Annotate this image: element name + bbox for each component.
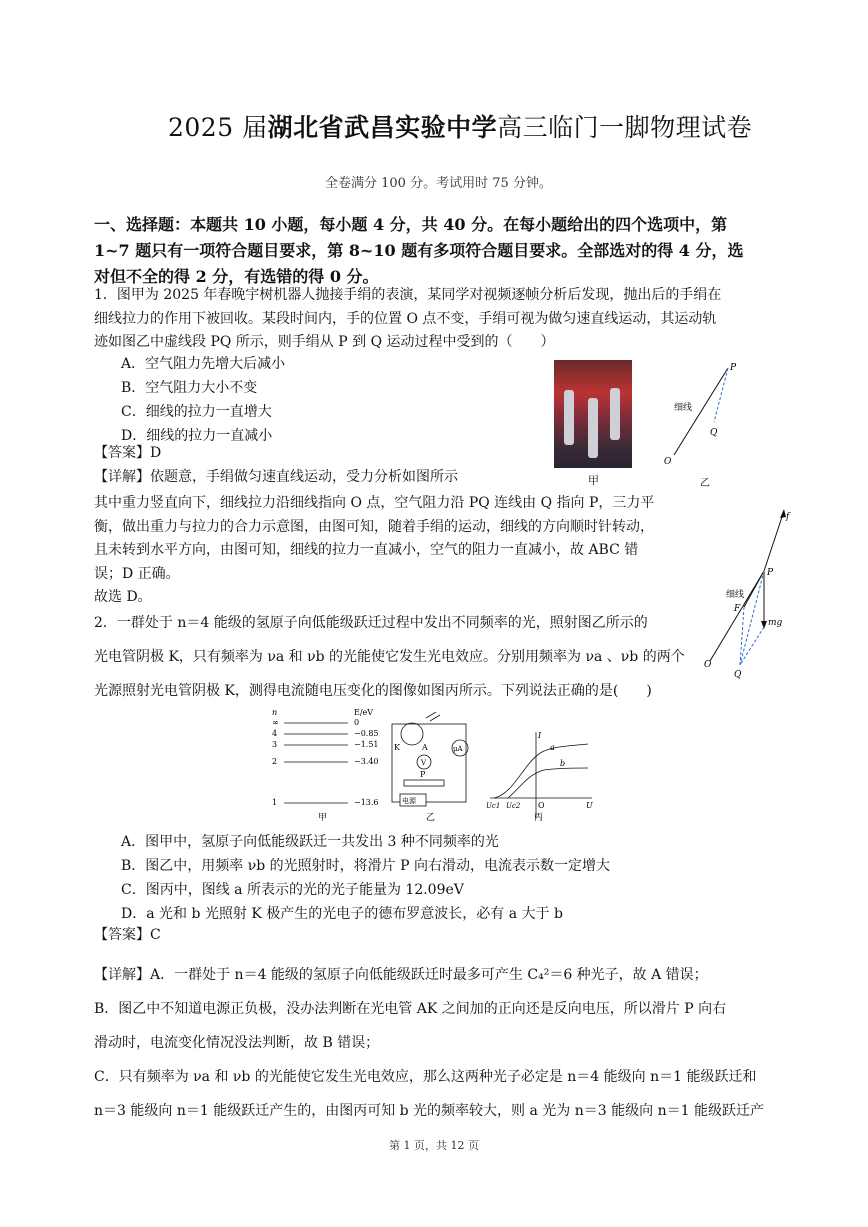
label-power: 电源	[402, 797, 416, 805]
label-uc2: Uc2	[506, 802, 521, 810]
level-e: −0.85	[354, 729, 379, 738]
force-diagram	[700, 505, 800, 685]
q1-stem-line: 1．图甲为 2025 年春晚宇树机器人抛接手绢的表演，某同学对视频逐帧分析后发现，抛出后的手绢在	[94, 287, 722, 303]
title-rest: 高三临门一脚物理试卷	[497, 113, 753, 142]
q1-stem	[94, 284, 721, 355]
label-p3: P	[420, 770, 426, 779]
label-o3: O	[538, 801, 545, 810]
q2-detail-line: C．只有频率为 νa 和 νb 的光能使它发生光电效应，那么这两种光子必定是 n＝4 能级向 n＝1 能级跃迁和	[94, 1069, 757, 1085]
label-a: A	[422, 743, 428, 752]
q1-detail-line: 其中重力竖直向下，细线拉力沿细线指向 O 点，空气阻力沿 PQ 连线由 Q 指向 P，三力平	[94, 495, 655, 511]
q2-detail-line: 【详解】A．一群处于 n＝4 能级的氢原子向低能级跃迁时最多可产生 C₄²＝6 种光子，故 A 错误；	[94, 967, 708, 983]
q1-detail-line: 误；D 正确。	[94, 565, 180, 582]
q1-answer: 【答案】D	[94, 445, 162, 461]
q1-option-a: A．空气阻力先增大后减小	[121, 356, 286, 372]
q1-detail-line: 且未转到水平方向，由图可知，细线的拉力一直减小，空气的阻力一直减小，故 ABC 错	[94, 542, 639, 558]
label-ua: μA	[453, 745, 463, 753]
label-i: I	[538, 731, 542, 740]
label-q: Q	[710, 428, 718, 438]
level-n: ∞	[272, 718, 279, 727]
section-line: 对但不全的得 2 分，有选错的得 0 分。	[94, 267, 379, 286]
q1-detail-line: 衡，做出重力与拉力的合力示意图，由图可知，随着手绢的运动，细线的方向顺时针转动，	[94, 518, 654, 535]
fig-label-yi: 乙	[700, 478, 710, 489]
section-heading	[94, 212, 784, 290]
level-n: 2	[272, 757, 278, 766]
title-year: 2025 届	[168, 113, 268, 142]
label-q2: Q	[734, 670, 742, 680]
label-p2: P	[767, 568, 774, 578]
q2-options	[121, 830, 610, 926]
level-n: 4	[272, 729, 278, 738]
q2-stem-line: 2．一群处于 n＝4 能级的氢原子向低能级跃迁过程中发出不同频率的光，照射图乙所示的	[94, 615, 648, 631]
level-e: 0	[354, 718, 360, 727]
level-n: 3	[272, 740, 278, 749]
label-mg: mg	[768, 618, 783, 628]
trajectory-diagram	[660, 360, 740, 490]
section-line: 1~7 题只有一项符合题目要求，第 8~10 题有多项符合题目要求。全部选对的得 4 分，选	[94, 241, 744, 260]
q2-answer: 【答案】C	[94, 927, 161, 943]
q1-stem-line: 迹如图乙中虚线段 PQ 所示，则手绢从 P 到 Q 运动过程中受到的（ ）	[94, 334, 555, 350]
q2-detail	[94, 958, 764, 1128]
label-u: U	[586, 801, 593, 810]
level-e: −1.51	[354, 740, 379, 749]
q1-option-b: B．空气阻力大小不变	[121, 380, 258, 396]
label-F: F	[734, 604, 741, 614]
q1-detail	[94, 492, 654, 610]
energy-level-diagram	[268, 706, 388, 826]
page-footer: 第 1 页，共 12 页	[389, 1139, 479, 1152]
label-o2: O	[704, 660, 712, 670]
q2-detail-line: 滑动时，电流变化情况没法判断，故 B 错误；	[94, 1035, 380, 1051]
q2-option-c: C．图丙中，图线 a 所表示的光的光子能量为 12.09eV	[121, 882, 464, 898]
robot-photo	[554, 360, 632, 468]
label-e: E/eV	[354, 708, 374, 717]
label-n: n	[272, 708, 278, 717]
fig-label-yi2: 乙	[426, 813, 436, 823]
q1-stem-line: 细线拉力的作用下被回收。某段时间内，手的位置 O 点不变，手绢可视为做匀速直线运动，其运动轨	[94, 310, 717, 327]
level-e: −13.6	[354, 798, 379, 807]
label-a2: a	[550, 743, 555, 752]
q2-option-a: A．图甲中，氢原子向低能级跃迁一共发出 3 种不同频率的光	[121, 834, 499, 850]
q2-stem-line: 光电管阴极 K，只有频率为 νa 和 νb 的光能使它发生光电效应。分别用频率为 νa 、νb 的两个	[94, 649, 685, 665]
exam-info: 全卷满分 100 分。考试用时 75 分钟。	[325, 176, 552, 191]
q1-option-d: D．细线的拉力一直减小	[121, 428, 273, 444]
q1-detail-line: 故选 D。	[94, 589, 152, 605]
title-school: 湖北省武昌实验中学	[267, 113, 498, 142]
page-title	[168, 108, 752, 144]
fig-label-jia: 甲	[588, 474, 599, 487]
fig-label-jia2: 甲	[318, 813, 328, 823]
q1-detail-head: 【详解】依题意，手绢做匀速直线运动，受力分析如图所示	[94, 469, 458, 485]
iu-graph	[484, 728, 596, 826]
q1-option-c: C．细线的拉力一直增大	[121, 404, 272, 420]
label-f: f	[786, 512, 790, 522]
circuit-diagram	[388, 712, 478, 824]
fig-label-bing: 丙	[534, 813, 544, 823]
label-b2: b	[560, 759, 566, 768]
q1-options	[121, 352, 285, 448]
label-line: 细线	[674, 403, 693, 413]
label-p: P	[730, 363, 737, 373]
q2-stem	[94, 606, 685, 708]
label-o: O	[664, 457, 672, 467]
label-line2: 细线	[726, 590, 745, 600]
label-v: V	[421, 759, 427, 767]
level-e: −3.40	[354, 757, 379, 766]
q2-option-b: B．图乙中，用频率 νb 的光照射时，将滑片 P 向右滑动，电流表示数一定增大	[121, 858, 610, 874]
section-line: 一、选择题：本题共 10 小题，每小题 4 分，共 40 分。在每小题给出的四个选项中，第	[94, 215, 728, 234]
label-uc1: Uc1	[486, 802, 501, 810]
level-n: 1	[272, 798, 278, 807]
q2-stem-line: 光源照射光电管阴极 K，测得电流随电压变化的图像如图丙所示。下列说法正确的是( )	[94, 683, 652, 699]
path-pq	[714, 368, 728, 422]
label-k: K	[394, 743, 400, 752]
q2-detail-line: B．图乙中不知道电源正负极，没办法判断在光电管 AK 之间加的正向还是反向电压，所以滑片 P 向右	[94, 1001, 727, 1017]
q2-option-d: D．a 光和 b 光照射 K 极产生的光电子的德布罗意波长，必有 a 大于 b	[121, 906, 563, 922]
q2-detail-line: n＝3 能级向 n＝1 能级跃迁产生的，由图丙可知 b 光的频率较大，则 a 光为 n＝3 能级向 n＝1 能级跃迁产	[94, 1103, 764, 1119]
